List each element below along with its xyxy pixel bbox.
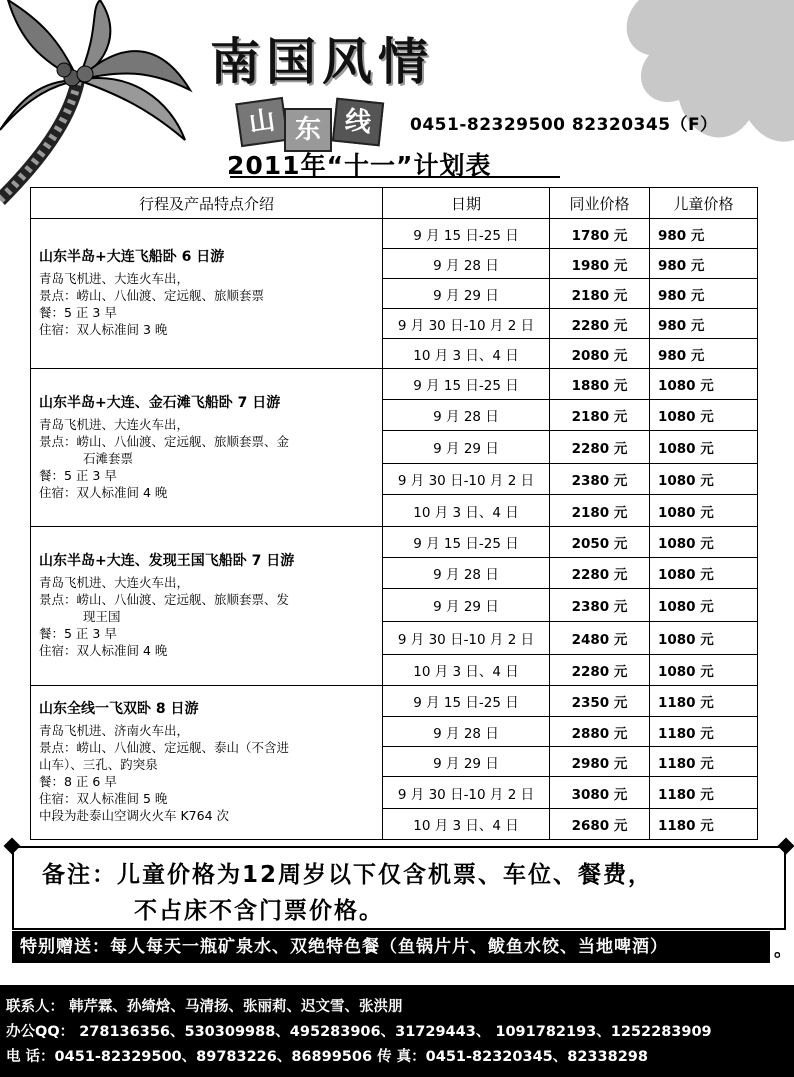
- child-price-cell: 1080 元: [650, 369, 758, 400]
- date-cell: 10 月 3 日、4 日: [383, 655, 550, 686]
- child-price-cell: 1080 元: [650, 464, 758, 495]
- product-detail-line: 餐：8 正 6 早: [39, 774, 117, 789]
- product-detail-line: 住宿：双人标准间 4 晚: [39, 484, 168, 500]
- trade-price-cell: 2280 元: [550, 431, 650, 464]
- child-price-cell: 980 元: [650, 219, 758, 249]
- corner-diamond-icon: [4, 838, 21, 855]
- product-detail-line: 中段为赴泰山空调火火车 K764 次: [39, 808, 230, 823]
- date-cell: 10 月 3 日、4 日: [383, 339, 550, 369]
- product-description: [31, 527, 383, 686]
- child-price-cell: 1080 元: [650, 527, 758, 558]
- date-cell: 9 月 29 日: [383, 747, 550, 777]
- trade-price-cell: 2380 元: [550, 464, 650, 495]
- badge-char: 山: [235, 97, 289, 147]
- child-price-cell: 1080 元: [650, 589, 758, 622]
- date-cell: 9 月 30 日-10 月 2 日: [383, 464, 550, 495]
- date-cell: 9 月 29 日: [383, 431, 550, 464]
- product-detail-line: 住宿：双人标准间 5 晚: [39, 791, 168, 806]
- child-price-cell: 1180 元: [650, 747, 758, 777]
- child-price-cell: 1080 元: [650, 558, 758, 589]
- child-price-cell: 1080 元: [650, 495, 758, 527]
- child-price-cell: 980 元: [650, 249, 758, 279]
- product-detail-line: 青岛飞机进、大连火车出，: [39, 575, 190, 590]
- child-price-cell: 1080 元: [650, 655, 758, 686]
- trade-price-cell: 2380 元: [550, 589, 650, 622]
- product-detail-line: 景点：崂山、八仙渡、定远舰、泰山（不含进: [39, 740, 290, 755]
- trade-price-cell: 2680 元: [550, 809, 650, 840]
- product-detail-line: 青岛飞机进、大连火车出，: [39, 416, 190, 432]
- trade-price-cell: 2280 元: [550, 309, 650, 339]
- date-cell: 10 月 3 日、4 日: [383, 495, 550, 527]
- child-price-cell: 1080 元: [650, 400, 758, 431]
- header-child-price: 儿童价格: [650, 188, 758, 219]
- gift-period: 。: [774, 940, 792, 961]
- date-cell: 9 月 15 日-25 日: [383, 219, 550, 249]
- child-price-cell: 1180 元: [650, 777, 758, 809]
- product-detail-line: 餐：5 正 3 早: [39, 467, 117, 483]
- trade-price-cell: 2050 元: [550, 527, 650, 558]
- product-detail-line: 住宿：双人标准间 4 晚: [39, 643, 168, 658]
- child-price-cell: 1180 元: [650, 686, 758, 717]
- trade-price-cell: 1880 元: [550, 369, 650, 400]
- itinerary-table: [30, 187, 758, 840]
- product-detail-line: 餐：5 正 3 早: [39, 305, 117, 320]
- trade-price-cell: 2980 元: [550, 747, 650, 777]
- date-cell: 9 月 29 日: [383, 589, 550, 622]
- header-trade-price: 同业价格: [550, 188, 650, 219]
- trade-price-cell: 2280 元: [550, 558, 650, 589]
- contact-phone: 电 话：0451-82329500、89783226、86899506 传 真：0451-82320345、82338298: [6, 1049, 648, 1065]
- product-detail-line: 现王国: [83, 609, 121, 624]
- product-name: 山东全线一飞双卧 8 日游: [39, 701, 199, 717]
- product-detail-line: 景点：崂山、八仙渡、定远舰、旅顺套票、金: [39, 433, 290, 449]
- product-description: [31, 369, 383, 527]
- date-cell: 9 月 28 日: [383, 717, 550, 747]
- product-name: 山东半岛+大连、金石滩飞船卧 7 日游: [39, 394, 281, 411]
- special-gift-banner: 特别赠送：每人每天一瓶矿泉水、双绝特色餐（鱼锅片片、鲅鱼水饺、当地啤酒）: [12, 931, 770, 963]
- product-detail-line: 石滩套票: [83, 450, 134, 466]
- contact-footer: [0, 985, 794, 1077]
- remark-box: [12, 846, 786, 930]
- date-cell: 9 月 30 日-10 月 2 日: [383, 777, 550, 809]
- remark-line-2: 不占床不含门票价格。: [134, 898, 384, 924]
- date-cell: 10 月 3 日、4 日: [383, 809, 550, 840]
- date-cell: 9 月 28 日: [383, 400, 550, 431]
- date-cell: 9 月 15 日-25 日: [383, 527, 550, 558]
- trade-price-cell: 2080 元: [550, 339, 650, 369]
- product-detail-line: 住宿：双人标准间 3 晚: [39, 322, 168, 337]
- badge-char: 东: [284, 108, 332, 152]
- date-cell: 9 月 28 日: [383, 249, 550, 279]
- cloud-illustration: [619, 0, 794, 165]
- product-description: [31, 686, 383, 840]
- trade-price-cell: 2280 元: [550, 655, 650, 686]
- child-price-cell: 1180 元: [650, 717, 758, 747]
- child-price-cell: 980 元: [650, 279, 758, 309]
- trade-price-cell: 2350 元: [550, 686, 650, 717]
- child-price-cell: 1180 元: [650, 809, 758, 840]
- date-cell: 9 月 29 日: [383, 279, 550, 309]
- trade-price-cell: 2180 元: [550, 400, 650, 431]
- child-price-cell: 1080 元: [650, 431, 758, 464]
- child-price-cell: 980 元: [650, 339, 758, 369]
- date-cell: 9 月 15 日-25 日: [383, 369, 550, 400]
- product-name: 山东半岛+大连飞船卧 6 日游: [39, 249, 225, 265]
- child-price-cell: 980 元: [650, 309, 758, 339]
- remark-line-1: 备注：儿童价格为12周岁以下仅含机票、车位、餐费，: [42, 862, 654, 888]
- table-row: [31, 369, 758, 400]
- contact-people: 联系人： 韩芹霖、孙绮焓、马清扬、张丽莉、迟文雪、张洪朋: [6, 999, 403, 1015]
- trade-price-cell: 1980 元: [550, 249, 650, 279]
- product-detail-line: 餐：5 正 3 早: [39, 626, 117, 641]
- trade-price-cell: 2180 元: [550, 495, 650, 527]
- product-detail-line: 景点：崂山、八仙渡、定远舰、旅顺套票、发: [39, 592, 290, 607]
- table-header-row: [31, 188, 758, 219]
- header-itinerary: 行程及产品特点介绍: [31, 188, 383, 219]
- product-name: 山东半岛+大连、发现王国飞船卧 7 日游: [39, 553, 295, 569]
- header-date: 日期: [383, 188, 550, 219]
- brand-title: 南国风情: [210, 32, 434, 91]
- table-row: [31, 527, 758, 558]
- date-cell: 9 月 28 日: [383, 558, 550, 589]
- date-cell: 9 月 30 日-10 月 2 日: [383, 309, 550, 339]
- trade-price-cell: 2880 元: [550, 717, 650, 747]
- trade-price-cell: 2480 元: [550, 622, 650, 655]
- badge-char: 线: [332, 98, 384, 147]
- product-detail-line: 青岛飞机进、大连火车出，: [39, 271, 190, 286]
- date-cell: 9 月 30 日-10 月 2 日: [383, 622, 550, 655]
- trade-price-cell: 2180 元: [550, 279, 650, 309]
- date-cell: 9 月 15 日-25 日: [383, 686, 550, 717]
- palm-tree-illustration: [0, 0, 200, 215]
- trade-price-cell: 1780 元: [550, 219, 650, 249]
- product-detail-line: 景点：崂山、八仙渡、定远舰、旅顺套票: [39, 288, 265, 303]
- corner-diamond-icon: [778, 838, 794, 855]
- child-price-cell: 1080 元: [650, 622, 758, 655]
- product-description: [31, 219, 383, 369]
- route-badge: [238, 100, 386, 145]
- plan-title: 2011年“十一”计划表: [227, 151, 492, 180]
- header-phone: 0451-82329500 82320345（F）: [410, 115, 718, 135]
- trade-price-cell: 3080 元: [550, 777, 650, 809]
- table-row: [31, 686, 758, 717]
- product-detail-line: 山车）、三孔、趵突泉: [39, 757, 158, 772]
- product-detail-line: 青岛飞机进、济南火车出，: [39, 723, 190, 738]
- contact-qq: 办公QQ： 278136356、530309988、495283906、31729443、 1091782193、1252283909: [6, 1024, 712, 1040]
- table-row: [31, 219, 758, 249]
- title-underline: [230, 176, 560, 178]
